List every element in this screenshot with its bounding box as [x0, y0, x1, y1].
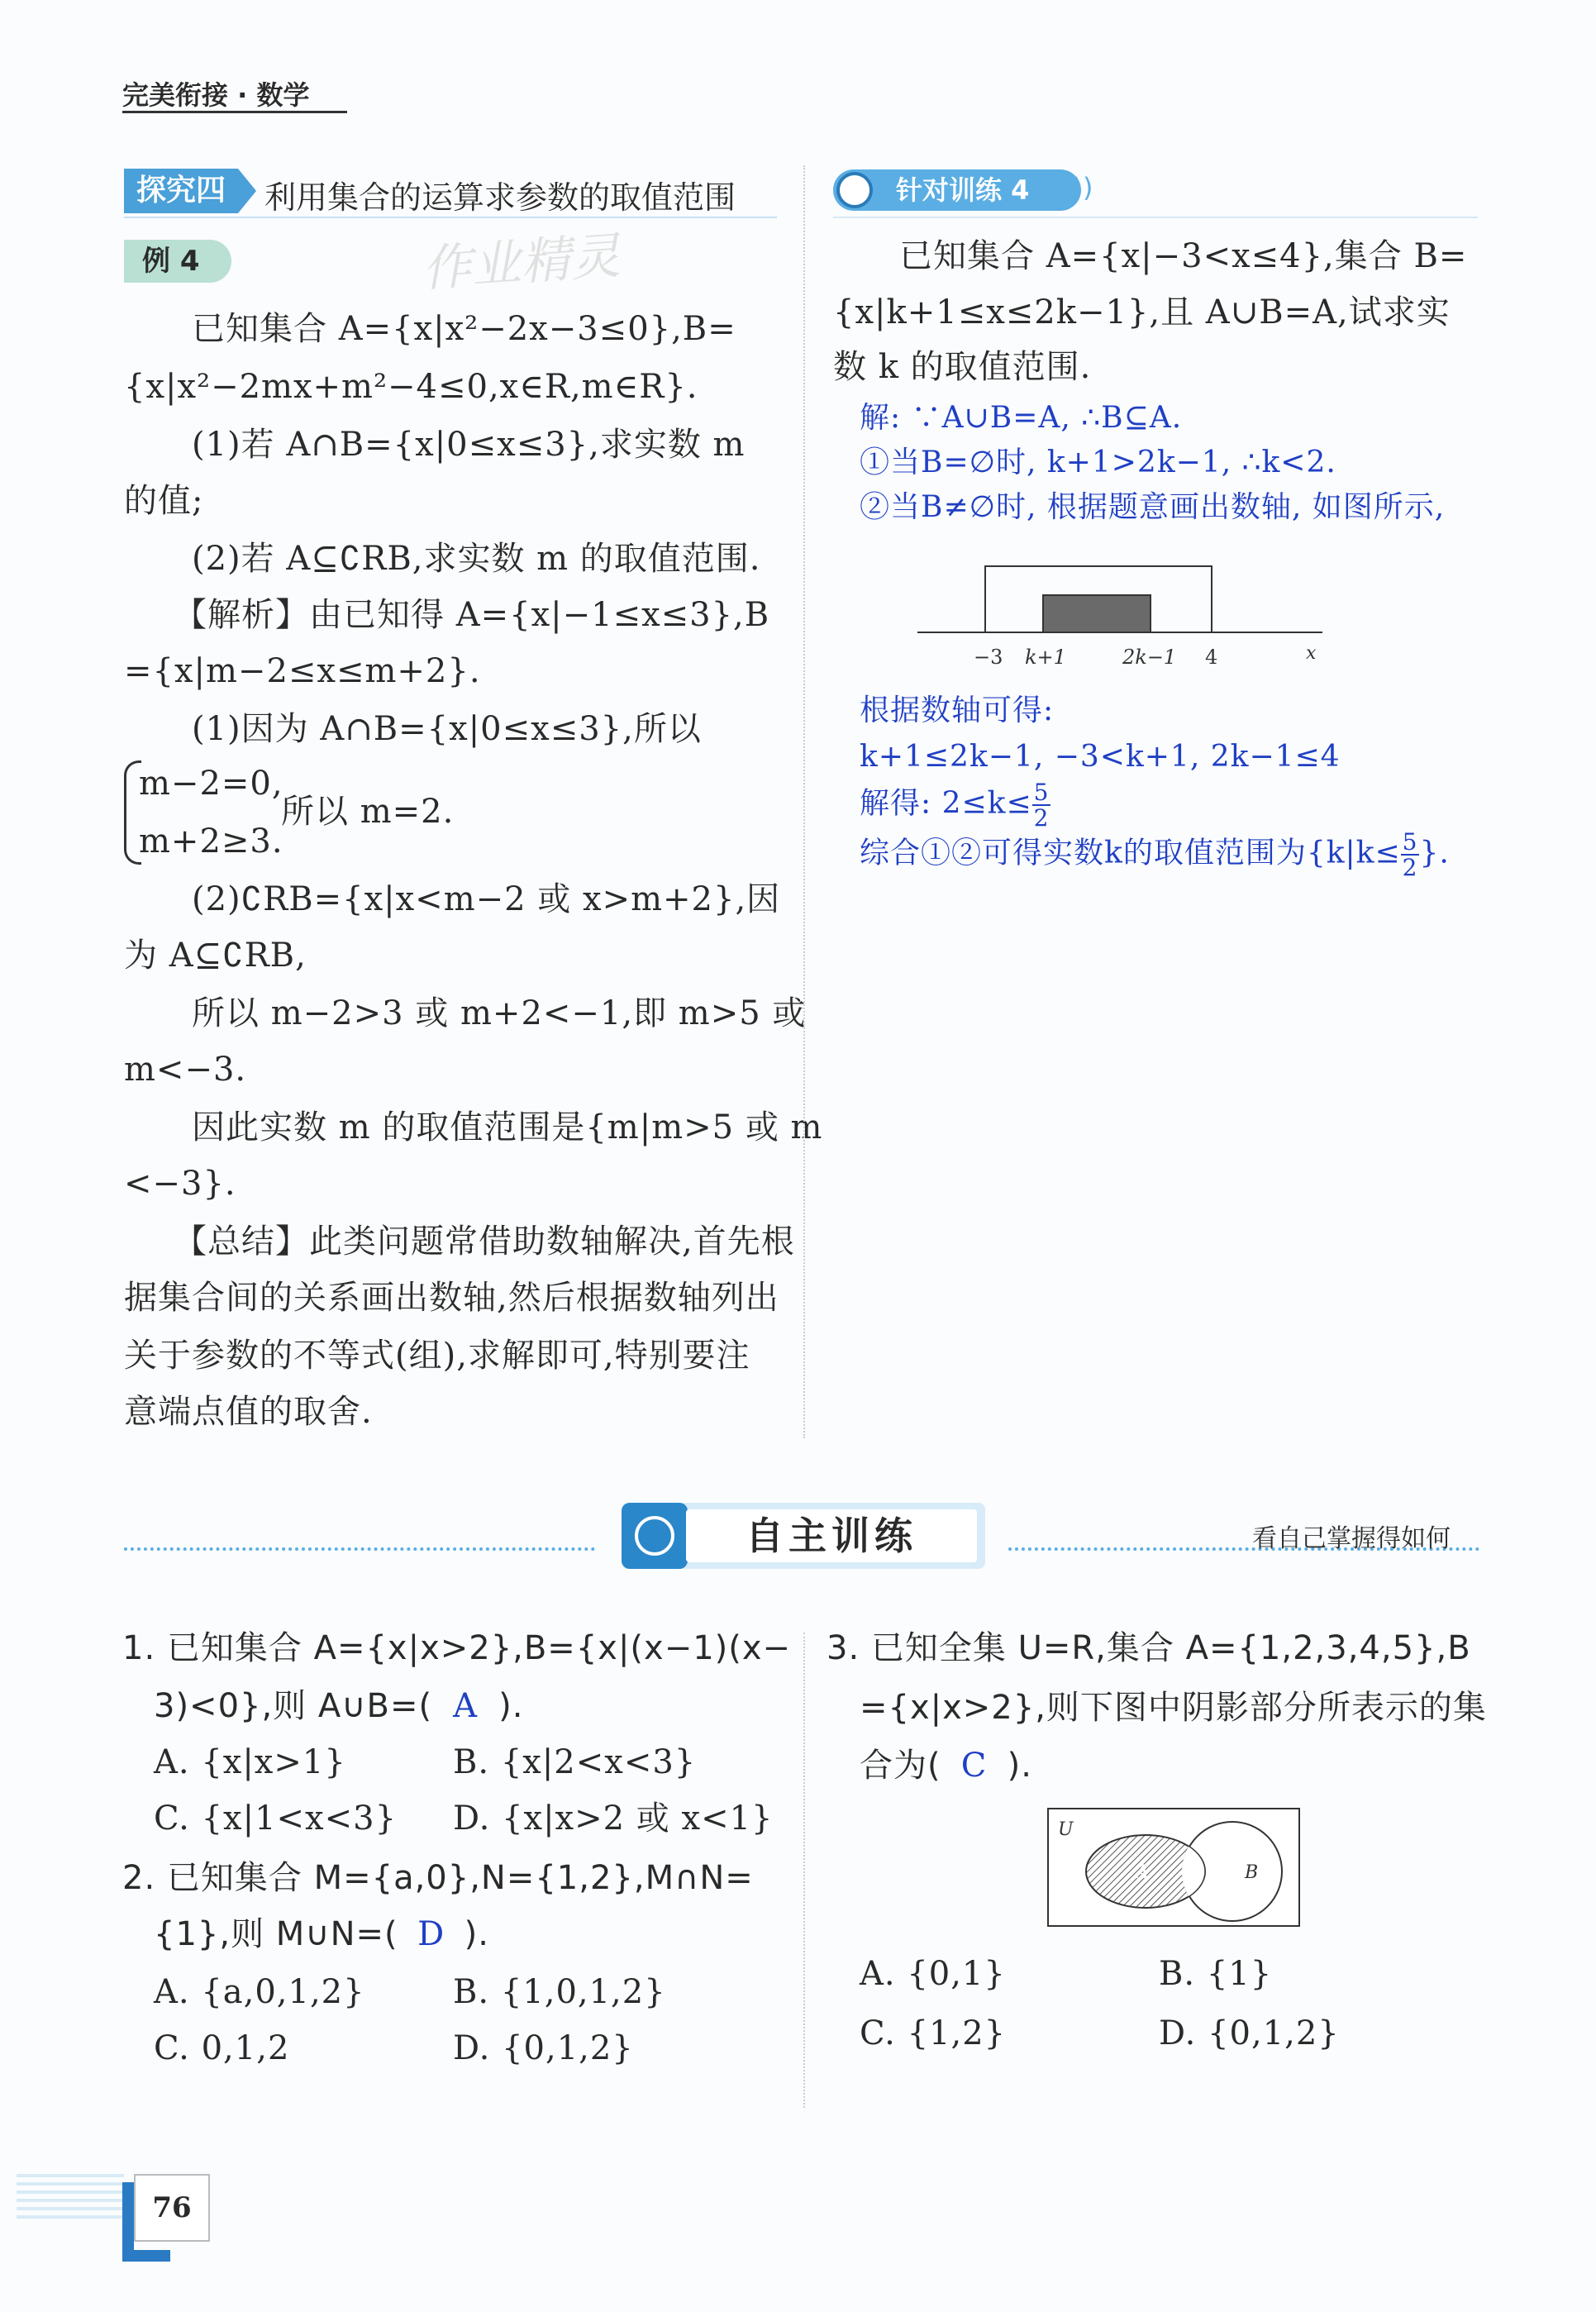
example-line: 关于参数的不等式(组),求解即可,特别要注	[124, 1337, 750, 1375]
q1-answer: A	[453, 1687, 479, 1725]
q2-stem-line: 2. 已知集合 M={a,0},N={1,2},M∩N=	[122, 1859, 754, 1897]
q2-answer: D	[417, 1915, 445, 1953]
q3-option: D. {0,1,2}	[1159, 2014, 1340, 2052]
answer-line: 根据数轴可得:	[860, 694, 1055, 727]
example-line: 意端点值的取舍.	[124, 1393, 373, 1431]
page-number-accent	[122, 2250, 170, 2262]
example-line: 据集合间的关系画出数轴,然后根据数轴列出	[124, 1279, 779, 1317]
q2-option: D. {0,1,2}	[453, 2029, 634, 2067]
q3-option: B. {1}	[1159, 1955, 1273, 1993]
example-line: 【解析】由已知得 A={x|−1≤x≤3},B	[174, 596, 770, 634]
training-rule	[833, 217, 1478, 218]
watermark: 作业精灵	[420, 226, 622, 299]
venn-label-a: A	[1136, 1862, 1149, 1883]
example-line: 因此实数 m 的取值范围是{m|m>5 或 m	[192, 1108, 823, 1146]
column-divider	[803, 1633, 805, 2108]
sound-waves-icon: )))	[1062, 172, 1093, 203]
q1-option: B. {x|2<x<3}	[453, 1743, 697, 1781]
example-line: m<−3.	[124, 1051, 247, 1089]
self-training-note: 看自己掌握得如何	[1252, 1524, 1451, 1553]
venn-label-u: U	[1058, 1819, 1074, 1840]
example-line: m−2=0,	[139, 765, 283, 803]
axis-label: x	[1306, 643, 1317, 664]
q1-option: C. {x|1<x<3}	[154, 1800, 398, 1838]
q3-answer: C	[960, 1747, 988, 1785]
self-training-title: 自主训练	[686, 1509, 977, 1562]
fraction	[1401, 830, 1420, 880]
divider-dots	[124, 1547, 595, 1551]
fraction-numerator: 5	[1402, 828, 1418, 856]
example-line: <−3}.	[124, 1165, 236, 1203]
q3-stem-line	[860, 1747, 1032, 1785]
q2-option: A. {a,0,1,2}	[154, 1973, 365, 2011]
answer-line	[860, 780, 1051, 831]
q2-option: C. 0,1,2	[154, 2029, 290, 2067]
q3-stem-text: 合为(	[860, 1747, 941, 1785]
tick-label: −3	[974, 646, 1003, 669]
example-line: 的值;	[124, 482, 204, 520]
section-badge: 探究四	[124, 169, 238, 213]
q1-stem-text: 3)<0},则 A∪B=(	[154, 1687, 433, 1725]
training-badge: 针对训练 4	[833, 169, 1081, 211]
q3-stem-text: ).	[1007, 1747, 1032, 1785]
fraction-denominator: 2	[1033, 804, 1050, 832]
fraction	[1032, 780, 1051, 831]
column-divider	[803, 165, 805, 1438]
answer-line: ①当B=∅时, k+1>2k−1, ∴k<2.	[860, 446, 1336, 479]
venn-label-b: B	[1245, 1862, 1259, 1883]
fraction-numerator: 5	[1033, 779, 1050, 806]
example-line: m+2≥3.	[139, 822, 283, 860]
q1-stem-line: 1. 已知集合 A={x|x>2},B={x|(x−1)(x−	[122, 1629, 792, 1667]
example-line: 已知集合 A={x|x²−2x−3≤0},B=	[192, 310, 736, 348]
answer-text: 综合①②可得实数k的取值范围为{k|k≤	[860, 836, 1401, 870]
q3-option: C. {1,2}	[860, 2014, 1007, 2052]
q1-stem-line	[154, 1687, 524, 1725]
training-question-line: 数 k 的取值范围.	[833, 348, 1092, 386]
example-line: (1)若 A∩B={x|0≤x≤3},求实数 m	[192, 426, 746, 464]
example-line: (1)因为 A∩B={x|0≤x≤3},所以	[192, 710, 702, 748]
venn-diagram	[1046, 1807, 1303, 1931]
example-line: 为 A⊆∁RB,	[124, 937, 307, 975]
answer-line: k+1≤2k−1, −3<k+1, 2k−1≤4	[860, 740, 1341, 774]
section-title: 利用集合的运算求参数的取值范围	[264, 179, 736, 216]
tick-label: 2k−1	[1122, 646, 1177, 669]
alarm-clock-icon	[836, 172, 873, 208]
q1-option: D. {x|x>2 或 x<1}	[453, 1800, 774, 1838]
answer-text: }.	[1419, 836, 1450, 870]
header-rule	[122, 111, 347, 113]
q3-stem-line: 3. 已知全集 U=R,集合 A={1,2,3,4,5},B	[827, 1629, 1471, 1667]
example-line: 【总结】此类问题常借助数轴解决,首先根	[174, 1223, 795, 1261]
fraction-denominator: 2	[1402, 854, 1418, 882]
tick-label: 4	[1205, 646, 1218, 669]
q2-option: B. {1,0,1,2}	[453, 1973, 666, 2011]
q2-stem-line	[154, 1915, 489, 1953]
q3-option: A. {0,1}	[860, 1955, 1006, 1993]
answer-line: ②当B≠∅时, 根据题意画出数轴, 如图所示,	[860, 490, 1446, 524]
q1-option: A. {x|x>1}	[154, 1743, 346, 1781]
example-line: (2)若 A⊆∁RB,求实数 m 的取值范围.	[192, 540, 761, 578]
example-line: (2)∁RB={x|x<m−2 或 x>m+2},因	[192, 880, 781, 918]
q2-stem-text: {1},则 M∪N=(	[154, 1915, 398, 1953]
training-question-line: {x|k+1≤x≤2k−1},且 A∪B=A,试求实	[833, 293, 1451, 331]
example-line: {x|x²−2mx+m²−4≤0,x∈R,m∈R}.	[124, 368, 698, 406]
q1-stem-text: ).	[498, 1687, 524, 1725]
section-rule	[124, 217, 777, 218]
book-title: 完美衔接 · 数学	[122, 79, 310, 111]
set-b-region	[1043, 595, 1151, 632]
page-stripe-decoration	[17, 2174, 124, 2224]
example-line: 所以 m−2>3 或 m+2<−1,即 m>5 或	[192, 994, 807, 1032]
page-number: 76	[134, 2174, 210, 2242]
training-question-line: 已知集合 A={x|−3<x≤4},集合 B=	[899, 237, 1468, 275]
answer-text: 解得: 2≤k≤	[860, 786, 1032, 821]
answer-line	[860, 830, 1450, 880]
number-line-diagram	[909, 550, 1339, 674]
answer-line: 解: ∵A∪B=A, ∴B⊆A.	[860, 401, 1183, 435]
clock-icon	[622, 1503, 688, 1569]
example-line: 所以 m=2.	[281, 793, 455, 831]
q3-stem-line: ={x|x>2},则下图中阴影部分所表示的集	[860, 1689, 1487, 1727]
example-line: ={x|m−2≤x≤m+2}.	[124, 652, 481, 690]
example-badge: 例 4	[124, 240, 231, 283]
q2-stem-text: ).	[464, 1915, 489, 1953]
tick-label: k+1	[1025, 646, 1066, 669]
